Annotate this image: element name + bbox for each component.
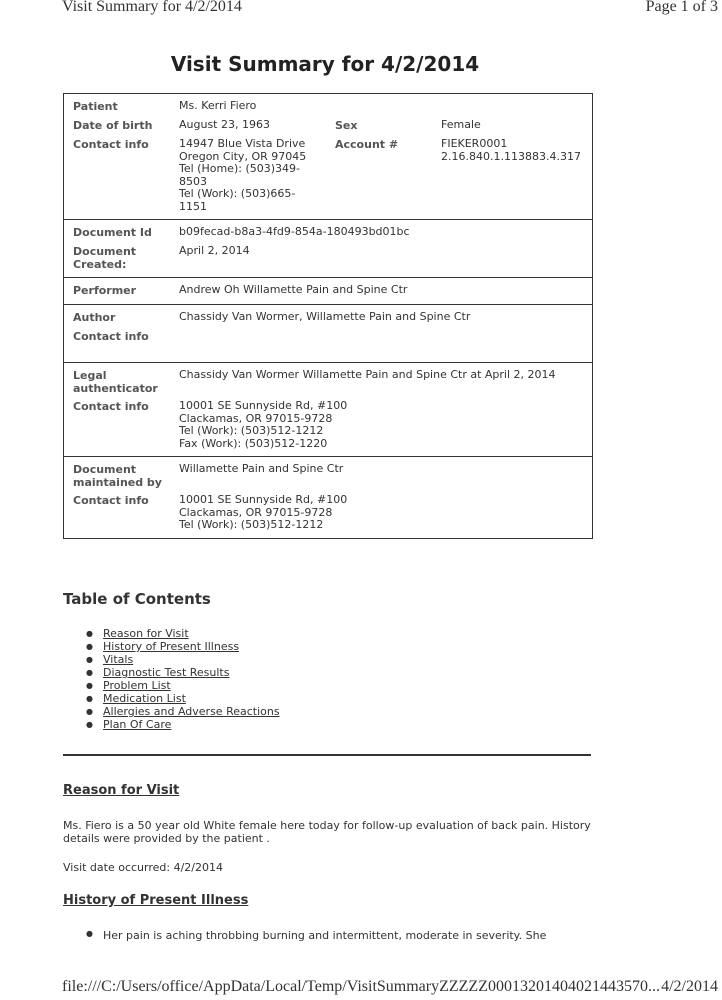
legal-label: Legal authenticator	[73, 369, 158, 395]
performer-label: Performer	[73, 284, 137, 297]
tel-work: Tel (Work): (503)512-1212	[179, 518, 324, 531]
address-line: 10001 SE Sunnyside Rd, #100	[179, 493, 348, 506]
performer-section	[64, 277, 592, 304]
toc-link-reason-for-visit[interactable]: Reason for Visit	[103, 627, 189, 640]
toc-item	[86, 679, 280, 692]
toc-item	[86, 640, 280, 653]
maintained-contact-info	[179, 494, 347, 532]
maintained-section	[64, 456, 592, 538]
patient-name: Ms. Kerri Fiero	[179, 99, 257, 112]
performer-value: Andrew Oh Willamette Pain and Spine Ctr	[179, 283, 408, 296]
tel-work: Tel (Work): (503)665-	[179, 187, 296, 200]
toc-item	[86, 718, 280, 731]
reason-heading: Reason for Visit	[63, 783, 180, 798]
fax-work: Fax (Work): (503)512-1220	[179, 436, 328, 450]
legal-value: Chassidy Van Wormer Willamette Pain and Spine Ctr at April 2, 2014	[179, 368, 556, 381]
reason-text: Ms. Fiero is a 50 year old White female here today for follow-up evaluation of back pain. History details were provided by the patient .	[63, 819, 591, 845]
print-header	[0, 0, 722, 22]
maintained-contact-label: Contact info	[73, 494, 149, 507]
patient-label: Patient	[73, 100, 118, 113]
history-heading: History of Present Illness	[63, 893, 249, 908]
toc-item	[86, 705, 280, 718]
print-date: 4/2/2014	[661, 978, 718, 995]
author-label: Author	[73, 311, 116, 324]
patient-contact-label: Contact info	[73, 138, 149, 151]
address-line: Oregon City, OR 97045	[179, 149, 307, 163]
dob-label: Date of birth	[73, 119, 153, 132]
account-id: FIEKER0001	[441, 137, 508, 150]
account-value	[441, 138, 581, 213]
print-header-title: Visit Summary for 4/2/2014	[62, 0, 242, 15]
dob-value: August 23, 1963	[179, 118, 270, 131]
toc-title: Table of Contents	[63, 590, 211, 608]
address-line: 10001 SE Sunnyside Rd, #100	[179, 399, 348, 412]
tel-home: Tel (Home): (503)349-	[179, 162, 300, 175]
toc-item	[86, 627, 280, 640]
history-bullet: ● Her pain is aching throbbing burning and intermittent, moderate in severity. She	[86, 929, 546, 942]
print-footer	[0, 978, 722, 1000]
page-title: Visit Summary for 4/2/2014	[170, 52, 480, 76]
legal-contact-label: Contact info	[73, 400, 149, 413]
summary-table	[63, 93, 593, 539]
toc-list	[86, 627, 280, 731]
address-line: Clackamas, OR 97015-9728	[179, 411, 333, 425]
maintained-label: Document maintained by	[73, 463, 162, 489]
legal-section	[64, 362, 592, 456]
page-number: Page 1 of 3	[645, 0, 718, 15]
sex-value: Female	[441, 118, 481, 131]
toc-link-plan-of-care[interactable]: Plan Of Care	[103, 718, 172, 731]
author-value: Chassidy Van Wormer, Willamette Pain and Spine Ctr	[179, 310, 471, 323]
tel-work-cont: 1151	[179, 199, 207, 213]
toc-item	[86, 653, 280, 666]
patient-section	[64, 94, 592, 219]
author-contact-label: Contact info	[73, 330, 149, 343]
document-created-value: April 2, 2014	[179, 244, 250, 257]
tel-home-cont: 8503	[179, 174, 207, 188]
file-path: file:///C:/Users/office/AppData/Local/Temp/VisitSummaryZZZZZ00013201404021443570...	[62, 978, 660, 995]
toc-link-diagnostic[interactable]: Diagnostic Test Results	[103, 666, 230, 679]
author-section	[64, 304, 592, 362]
toc-link-medication-list[interactable]: Medication List	[103, 692, 186, 705]
visit-date: Visit date occurred: 4/2/2014	[63, 861, 223, 874]
document-id-label: Document Id	[73, 226, 152, 239]
toc-link-vitals[interactable]: Vitals	[103, 653, 134, 666]
toc-link-history[interactable]: History of Present Illness	[103, 640, 240, 653]
toc-item	[86, 692, 280, 705]
account-oid: 2.16.840.1.113883.4.317	[441, 149, 581, 163]
maintained-value: Willamette Pain and Spine Ctr	[179, 462, 344, 475]
toc-link-problem-list[interactable]: Problem List	[103, 679, 171, 692]
toc-link-allergies[interactable]: Allergies and Adverse Reactions	[103, 705, 280, 718]
section-divider	[63, 754, 591, 756]
sex-label: Sex	[335, 119, 358, 132]
address-line: Clackamas, OR 97015-9728	[179, 505, 333, 519]
address-line: 14947 Blue Vista Drive	[179, 137, 306, 150]
account-label: Account #	[335, 138, 399, 151]
document-section	[64, 219, 592, 277]
document-created-label: Document Created:	[73, 245, 137, 271]
legal-contact-info	[179, 400, 347, 450]
document-id-value: b09fecad-b8a3-4fd9-854a-180493bd01bc	[179, 225, 410, 238]
patient-contact-info	[179, 138, 335, 213]
toc-item	[86, 666, 280, 679]
tel-work: Tel (Work): (503)512-1212	[179, 424, 324, 437]
